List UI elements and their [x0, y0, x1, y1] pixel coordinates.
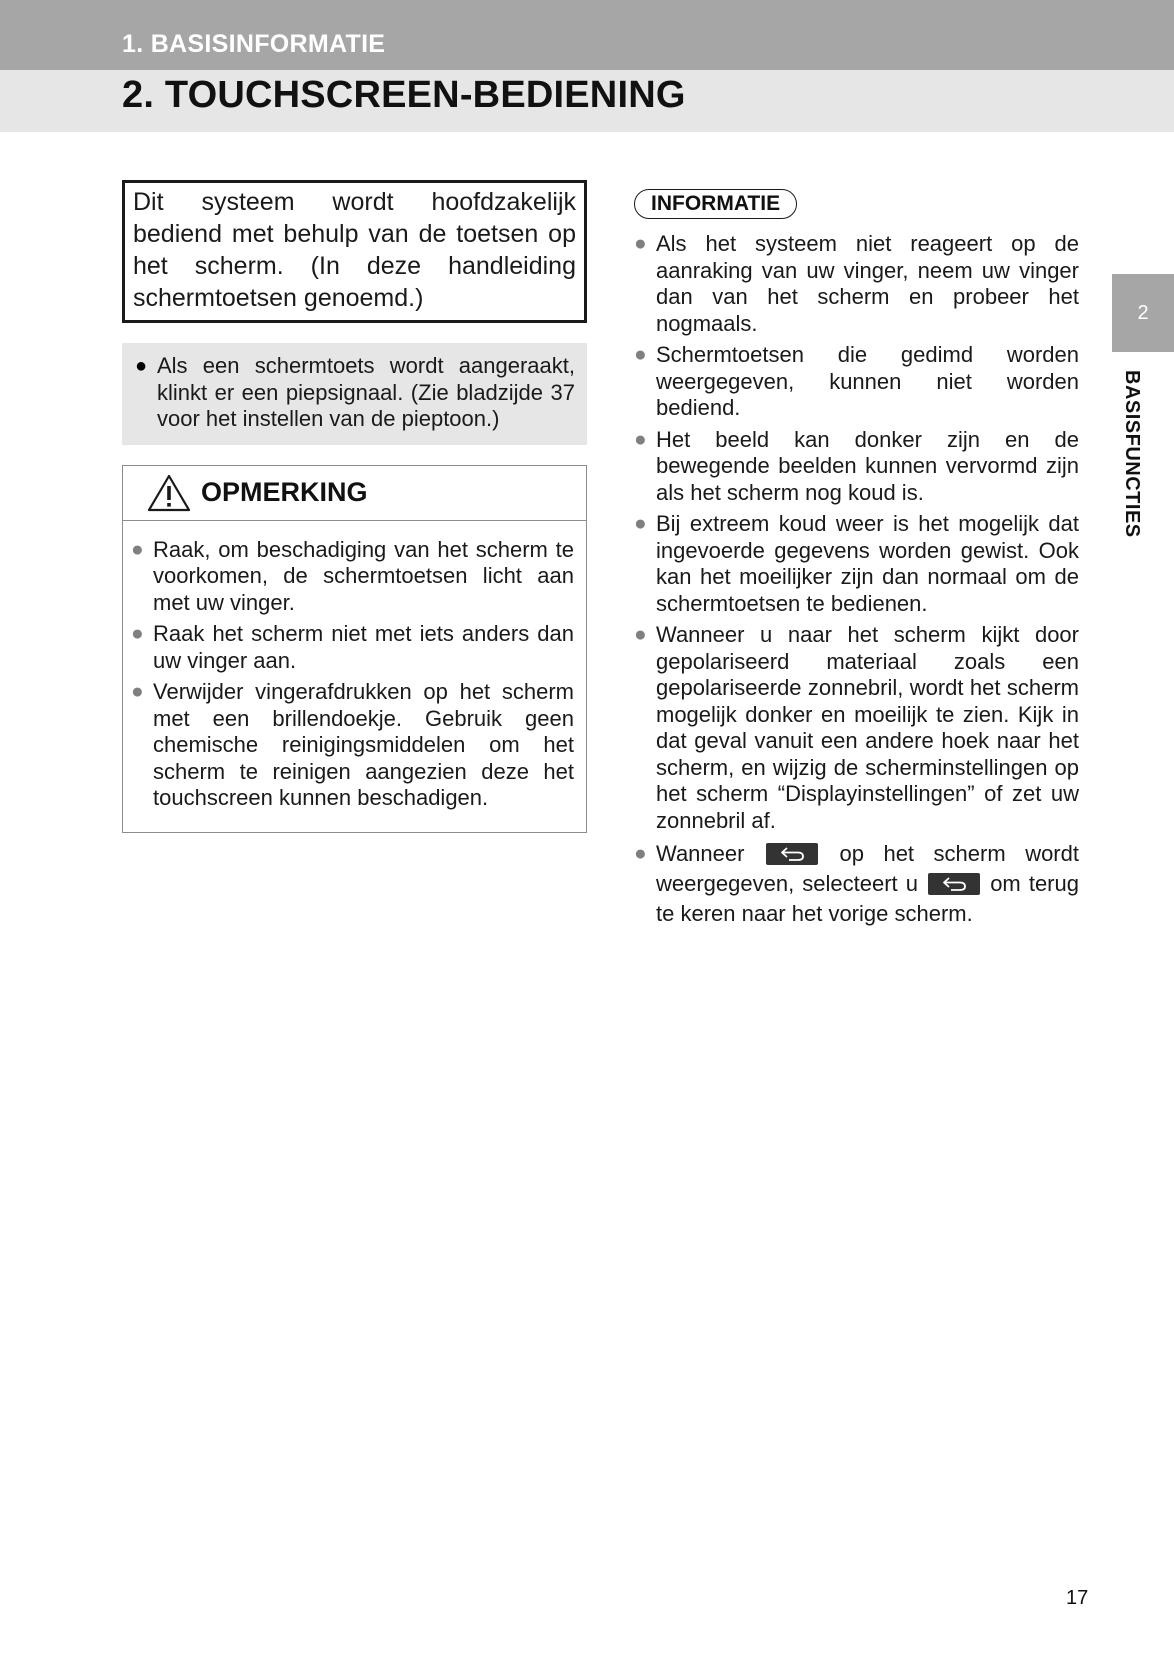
back-text-2: op het scherm wordt weergegeven, selecteert u	[656, 841, 1079, 896]
right-column	[634, 189, 1079, 929]
info-list	[634, 231, 1079, 929]
back-arrow-icon	[928, 873, 980, 895]
chapter-label: BASISFUNCTIES	[1121, 370, 1143, 538]
info-item	[634, 231, 1079, 337]
warning-triangle-icon	[147, 474, 191, 512]
tip-text: Als een schermtoets wordt aangeraakt, klinkt er een piepsignaal. (Zie bladzijde 37 voor het instellen van de pieptoon.)	[157, 353, 575, 431]
info-item	[634, 342, 1079, 422]
page-title: 2. TOUCHSCREEN-BEDIENING	[122, 74, 686, 116]
info-item-back	[634, 839, 1079, 929]
bullet-icon: ●	[634, 512, 647, 535]
chapter-tab: 2	[1112, 274, 1174, 352]
bullet-icon: ●	[131, 537, 144, 561]
note-header	[123, 466, 586, 521]
note-item-text: Raak het scherm niet met iets anders dan uw vinger aan.	[153, 621, 574, 673]
bullet-icon: ●	[634, 427, 647, 451]
info-item	[634, 427, 1079, 507]
note-item	[131, 537, 574, 617]
note-box	[122, 465, 587, 833]
bullet-icon: ●	[634, 343, 647, 366]
back-text-3: om terug te keren naar het vorige scherm.	[656, 871, 1079, 926]
note-item	[131, 679, 574, 812]
left-column	[122, 180, 587, 833]
info-label: INFORMATIE	[634, 189, 797, 219]
note-item-text: Verwijder vingerafdrukken op het scherm met een brillendoekje. Gebruik geen chemische reinigingsmiddelen om het scherm te reinigen aangezien deze het touchscreen kunnen beschadigen.	[153, 679, 574, 810]
info-item-text: Het beeld kan donker zijn en de bewegende beelden kunnen vervormd zijn als het scherm nog koud is.	[656, 426, 1079, 505]
bullet-icon: ●	[131, 680, 144, 703]
bullet-icon: ●	[634, 842, 647, 865]
note-title: OPMERKING	[201, 477, 368, 507]
info-item-text	[656, 839, 1079, 929]
bullet-icon: ●	[634, 232, 647, 255]
intro-box: Dit systeem wordt hoofdzakelijk bediend met behulp van de toetsen op het scherm. (In deze handleiding schermtoetsen genoemd.)	[122, 180, 587, 323]
note-list	[123, 521, 586, 832]
info-item-text: Wanneer u naar het scherm kijkt door gepolariseerd materiaal zoals een gepolariseerde zonnebril, wordt het scherm mogelijk donker en moeilijk te zien. Kijk in dat geval vanuit een andere hoek naar het scherm, en wijzig de scherminstellingen op het scherm “Displayinstellingen” of zet uw zonnebril af.	[656, 622, 1079, 833]
bullet-icon: ●	[131, 622, 144, 645]
section-title: 1. BASISINFORMATIE	[122, 30, 386, 58]
note-item-text: Raak, om beschadiging van het scherm te voorkomen, de schermtoetsen licht aan met uw vinger.	[153, 536, 574, 615]
back-arrow-icon	[766, 843, 818, 865]
info-item-text: Als het systeem niet reageert op de aanraking van uw vinger, neem uw vinger dan van het scherm en probeer het nogmaals.	[656, 231, 1079, 336]
page-number: 17	[1066, 1587, 1089, 1609]
note-item	[131, 621, 574, 674]
bullet-icon: ●	[634, 623, 647, 646]
info-item	[634, 622, 1079, 834]
tip-box	[122, 343, 587, 445]
bullet-icon: ●	[135, 355, 148, 377]
info-item-text: Bij extreem koud weer is het mogelijk dat ingevoerde gegevens worden gewist. Ook kan het moeilijker zijn dan normaal om de schermtoetsen te bedienen.	[656, 511, 1079, 616]
info-item	[634, 511, 1079, 617]
info-item-text: Schermtoetsen die gedimd worden weergegeven, kunnen niet worden bediend.	[656, 342, 1079, 420]
back-text-1: Wanneer	[656, 841, 745, 866]
tip-item	[135, 353, 575, 433]
